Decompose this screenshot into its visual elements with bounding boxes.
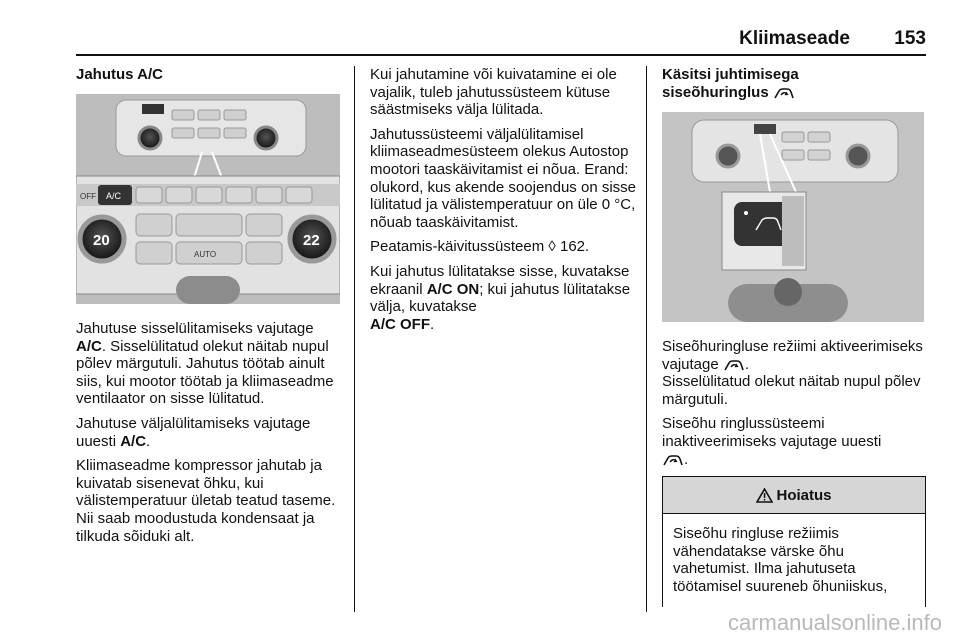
recirculation-icon <box>723 358 745 372</box>
paragraph: Jahutuse sisselülitamiseks vajutage A/C. Sisselülitatud olekut näitab nupul põlev märgutuli. Jahutus töötab ainult siis, kui mootor töötab ja kliimaseadme ventilaator on sisse lülitatud. <box>76 320 334 408</box>
watermark: carmanualsonline.info <box>727 610 942 635</box>
fig-label-temp-left: 20 <box>93 232 110 249</box>
ac-button-ref: A/C <box>120 432 147 450</box>
header-rule <box>76 54 926 56</box>
warning-title: Hoiatus <box>776 486 832 504</box>
paragraph: Siseõhu ringlussüsteemi inaktiveerimiseks vajutage uuesti . <box>662 415 882 468</box>
recirculation-icon <box>773 86 795 100</box>
paragraph: Kliimaseadme kompressor jahutab ja kuivatab sisenevat õhku, kui välistemperatuur ületab teatud taseme. Nii saab moodustuda kondensaat ja tilkuda sõiduki alt. <box>76 457 336 545</box>
column-3 <box>662 66 924 101</box>
warning-body: Siseõhu ringluse režiimis vähendatakse värske õhu vahetumist. Ilma jahutuseta töötamisel suureneb õhuniiskus, <box>673 525 888 595</box>
warning-header <box>663 477 925 514</box>
paragraph: Jahutuse väljalülitamiseks vajutage uuesti A/C. <box>76 414 311 450</box>
column-2 <box>370 66 636 340</box>
column-divider <box>354 66 355 612</box>
paragraph: Kui jahutus lülitatakse sisse, kuvatakse ekraanil A/C ON; kui jahutus lülitatakse välja, kuvatakse A/C OFF. <box>370 262 631 333</box>
ac-panel-illustration <box>76 94 340 304</box>
warning-box <box>662 476 926 607</box>
column-3-text <box>662 338 924 475</box>
page-header-title: Kliimaseade <box>739 28 850 49</box>
paragraph: Jahutussüsteemi väljalülitamisel kliimaseadmesüsteem olekus Autostop mootori taaskäivitamist ei nõua. Erand: olukord, kus akende soojendus on sisse lülitatud ja välistemperatuur on üle 0 °C, nõuab taaskäivitamist. <box>370 125 637 231</box>
column-divider <box>646 66 647 612</box>
recirc-panel-illustration <box>662 112 924 322</box>
figure-ac-panel <box>76 94 340 304</box>
ac-off-ref: A/C OFF <box>370 315 430 333</box>
paragraph: Siseõhuringluse režiimi aktiveerimiseks vajutage . Sisselülitatud olekut näitab nupul põlev märgutuli. <box>662 338 923 408</box>
page-number: 153 <box>894 28 926 49</box>
column-1-text <box>76 320 348 552</box>
fig-label-temp-right: 22 <box>303 232 320 249</box>
column-1 <box>76 66 348 84</box>
paragraph: Kui jahutamine või kuivatamine ei ole vajalik, tuleb jahutussüsteem kütuse säästmiseks välja lülitada. <box>370 66 617 119</box>
ac-button-ref: A/C <box>76 337 102 355</box>
section-heading-recirc: Käsitsi juhtimisega siseõhuringlus <box>662 66 799 101</box>
warning-triangle-icon <box>756 488 773 503</box>
fig-label-auto: AUTO <box>194 250 217 259</box>
figure-recirc-button <box>662 112 924 322</box>
fig-label-off: OFF <box>80 192 96 201</box>
paragraph-stop-start-ref: Peatamis-käivitussüsteem ◊ 162. <box>370 238 590 256</box>
section-heading-ac: Jahutus A/C <box>76 66 163 83</box>
recirculation-icon <box>662 453 684 467</box>
ac-on-ref: A/C ON <box>426 280 480 298</box>
fig-label-ac: A/C <box>106 191 122 201</box>
